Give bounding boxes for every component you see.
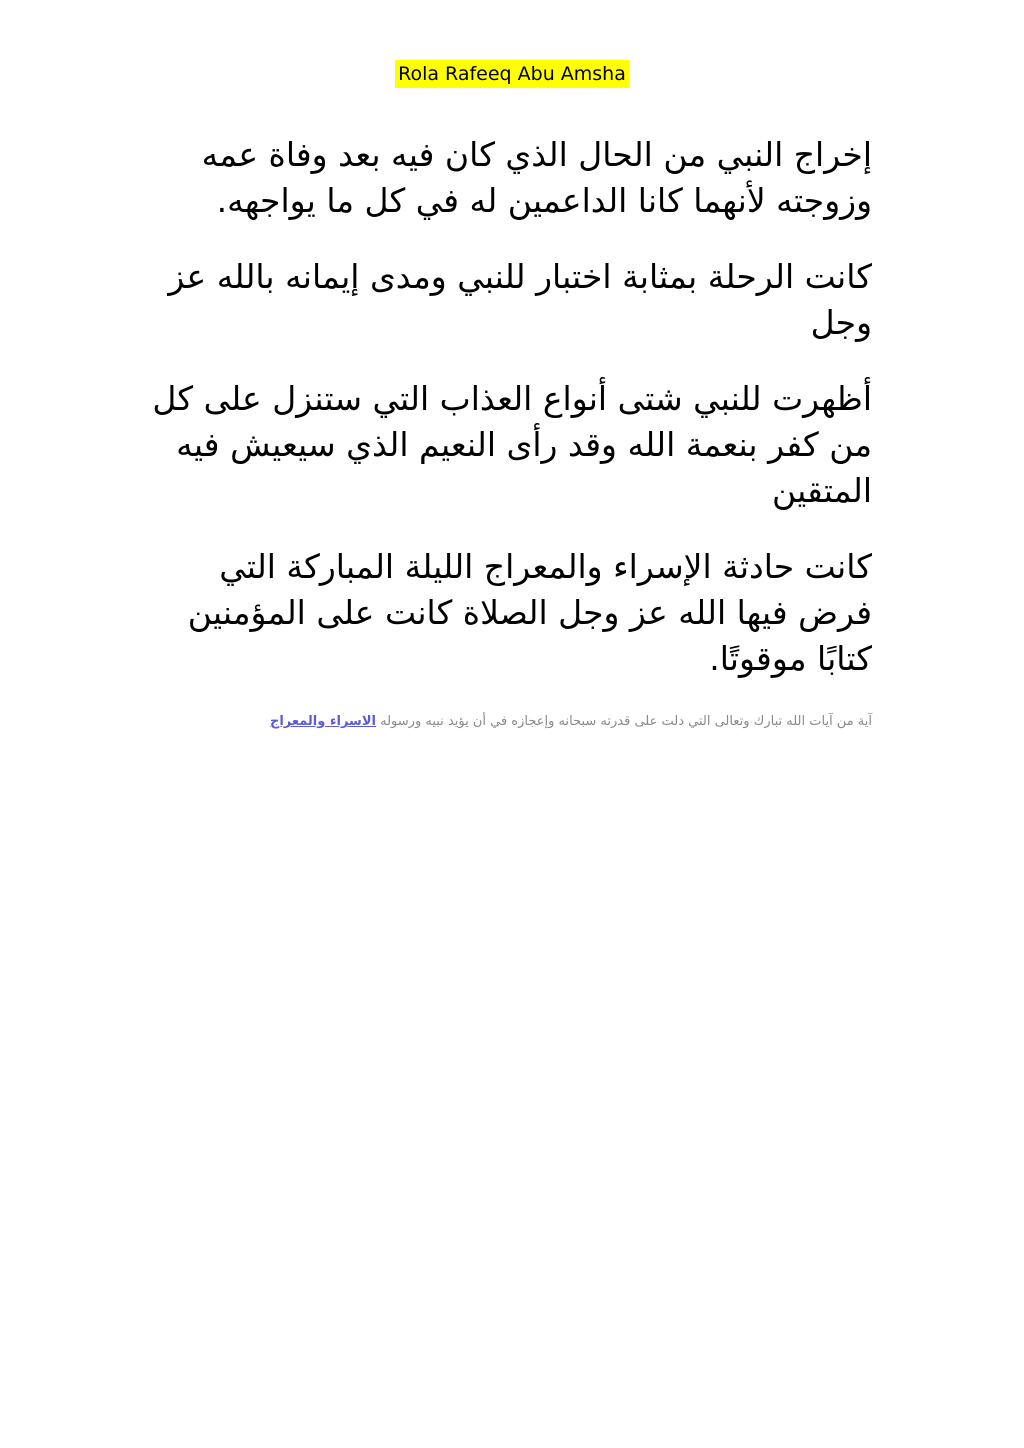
page-header xyxy=(0,60,1024,88)
paragraph-2: كانت الرحلة بمثابة اختبار للنبي ومدى إيمانه بالله عز وجل xyxy=(168,257,872,342)
footnote xyxy=(150,712,872,732)
footnote-text: آية من آيات الله تبارك وتعالى التي دلت على قدرته سبحانه وإعجازه في أن يؤيد نبيه ورسوله xyxy=(380,714,872,729)
paragraph-4: كانت حادثة الإسراء والمعراج الليلة المباركة التي فرض فيها الله عز وجل الصلاة كانت على المؤمنين كتابًا موقوتًا. xyxy=(187,547,872,678)
paragraph-3: أظهرت للنبي شتى أنواع العذاب التي ستنزل على كل من كفر بنعمة الله وقد رأى النعيم الذي سيعيش فيه المتقين xyxy=(152,379,872,510)
author-name: Rola Rafeeq Abu Amsha xyxy=(395,60,629,88)
paragraph-1: إخراج النبي من الحال الذي كان فيه بعد وفاة عمه وزوجته لأنهما كانا الداعمين له في كل ما يواجهه. xyxy=(201,135,872,220)
document-body xyxy=(150,132,872,732)
footnote-link[interactable]: الاسراء والمعراج xyxy=(269,714,376,729)
